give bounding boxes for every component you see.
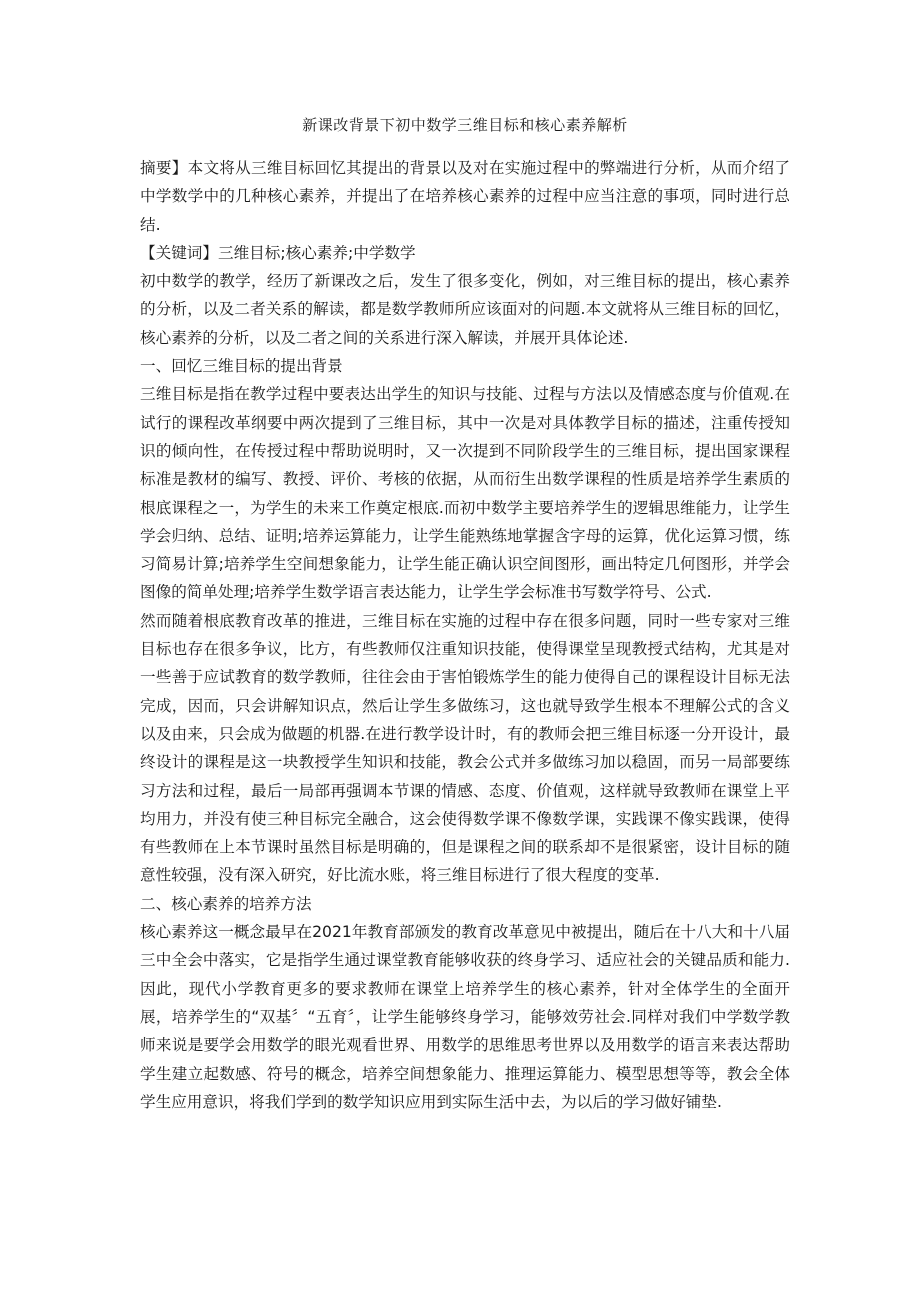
- section1-paragraph-1: 三维目标是指在教学过程中要表达出学生的知识与技能、过程与方法以及情感态度与价值观.在试行的课程改革纲要中两次提到了三维目标，其中一次是对具体教学目标的描述，注重传授知识的倾向性，在传授过程中帮助说明时，又一次提到不同阶段学生的三维目标，提出国家课程标准是教材的编写、教授、评价、考核的依据，从而衍生出数学课程的性质是培养学生素质的根底课程之一，为学生的未来工作奠定根底.而初中数学主要培养学生的逻辑思维能力，让学生学会归纳、总结、证明;培养运算能力，让学生能熟练地掌握含字母的运算，优化运算习惯，练习简易计算;培养学生空间想象能力，让学生能正确认识空间图形，画出特定几何图形，并学会图像的简单处理;培养学生数学语言表达能力，让学生学会标准书写数学符号、公式.: [140, 385, 790, 602]
- section-heading-2: 二、核心素养的培养方法: [140, 894, 312, 913]
- abstract-paragraph: 摘要】本文将从三维目标回忆其提出的背景以及对在实施过程中的弊端进行分析，从而介绍了中学数学中的几种核心素养，并提出了在培养核心素养的过程中应当注意的事项，同时进行总结.: [140, 159, 790, 234]
- section2-paragraph-1: 核心素养这一概念最早在2021年教育部颁发的教育改革意见中被提出，随后在十八大和十八届三中全会中落实，它是指学生通过课堂教育能够收获的终身学习、适应社会的关键品质和能力.因此，现代小学教育更多的要求教师在课堂上培养学生的核心素养，针对全体学生的全面开展，培养学生的“双基〞“五育〞，让学生能够终身学习，能够效劳社会.同样对我们中学数学教师来说是要学会用数学的眼光观看世界、用数学的思维思考世界以及用数学的语言来表达帮助学生建立起数感、符号的概念，培养空间想象能力、推理运算能力、模型思想等等，教会全体学生应用意识，将我们学到的数学知识应用到实际生活中去，为以后的学习做好铺垫.: [140, 923, 790, 1111]
- section1-paragraph-2: 然而随着根底教育改革的推进，三维目标在实施的过程中存在很多问题，同时一些专家对三维目标也存在很多争议，比方，有些教师仅注重知识技能，使得课堂呈现教授式结构，尤其是对一些善于应试教育的数学教师，往往会由于害怕锻炼学生的能力使得自己的课程设计目标无法完成，因而，只会讲解知识点，然后让学生多做练习，这也就导致学生根本不理解公式的含义以及由来，只会成为做题的机器.在进行教学设计时，有的教师会把三维目标逐一分开设计，最终设计的课程是这一块教授学生知识和技能，教会公式并多做练习加以稳固，而另一局部要练习方法和过程，最后一局部再强调本节课的情感、态度、价值观，这样就导致教师在课堂上平均用力，并没有使三种目标完全融合，这会使得数学课不像数学课，实践课不像实践课，使得有些教师在上本节课时虽然目标是明确的，但是课程之间的联系却不是很紧密，设计目标的随意性较强，没有深入研究，好比流水账，将三维目标进行了很大程度的变革.: [140, 611, 790, 885]
- document-title: 新课改背景下初中数学三维目标和核心素养解析: [302, 116, 628, 134]
- keywords-paragraph: 【关键词】三维目标;核心素养;中学数学: [140, 243, 416, 262]
- section-heading-1: 一、回忆三维目标的提出背景: [140, 357, 343, 376]
- intro-paragraph: 初中数学的教学，经历了新课改之后，发生了很多变化，例如，对三维目标的提出，核心素养的分析，以及二者关系的解读，都是数学教师所应该面对的问题.本文就将从三维目标的回忆，核心素养的分析，以及二者之间的关系进行深入解读，并展开具体论述.: [140, 272, 790, 347]
- document-page: [140, 112, 790, 1116]
